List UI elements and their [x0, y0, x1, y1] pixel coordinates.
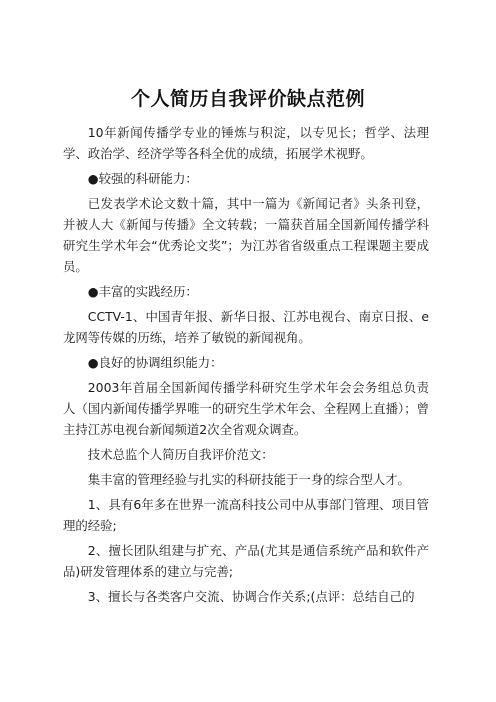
paragraph-summary: 集丰富的管理经验与扎实的科研技能于一身的综合型人才。	[87, 472, 410, 487]
paragraph-research: 已发表学术论文数十篇，其中一篇为《新闻记者》头条刊登，并被人大《新闻与传播》全文转载；一篇获首届全国新闻传播学科研究生学术年会“优秀论文奖”；为江苏省省级重点工程课题主要成员。	[63, 196, 429, 274]
document-title: 个人简历自我评价缺点范例	[130, 88, 365, 110]
section-heading-tech-director: 技术总监个人简历自我评价范文：	[87, 447, 274, 462]
list-item-1: 1、具有6年多在世界一流高科技公司中从事部门管理、项目管理的经验;	[63, 497, 429, 533]
paragraph-coordination: 2003年首届全国新闻传播学科研究生学术年会会务组总负责人（国内新闻传播学界唯一的研究生学术年会、全程网上直播）；曾主持江苏电视台新闻频道2次全省观众调查。	[63, 380, 429, 437]
paragraph-practice: CCTV-1、中国青年报、新华日报、江苏电视台、南京日报、e龙网等传媒的历练，培养了敏锐的新闻视角。	[63, 309, 429, 345]
paragraph-expertise: 10年新闻传播学专业的锤炼与积淀，以专见长；哲学、法理学、政治学、经济学等各科全优的成绩，拓展学术视野。	[63, 125, 429, 161]
document-body	[63, 122, 429, 611]
bullet-heading-coordination: ●良好的协调组织能力：	[87, 355, 223, 370]
list-item-3: 3、擅长与各类客户交流、协调合作关系;(点评：总结自己的	[87, 589, 415, 604]
list-item-2: 2、擅长团队组建与扩充、产品(尤其是通信系统产品和软件产品)研发管理体系的建立与完善;	[63, 543, 429, 579]
bullet-heading-practice: ●丰富的实践经历：	[87, 284, 198, 299]
bullet-heading-research: ●较强的科研能力：	[87, 171, 198, 186]
